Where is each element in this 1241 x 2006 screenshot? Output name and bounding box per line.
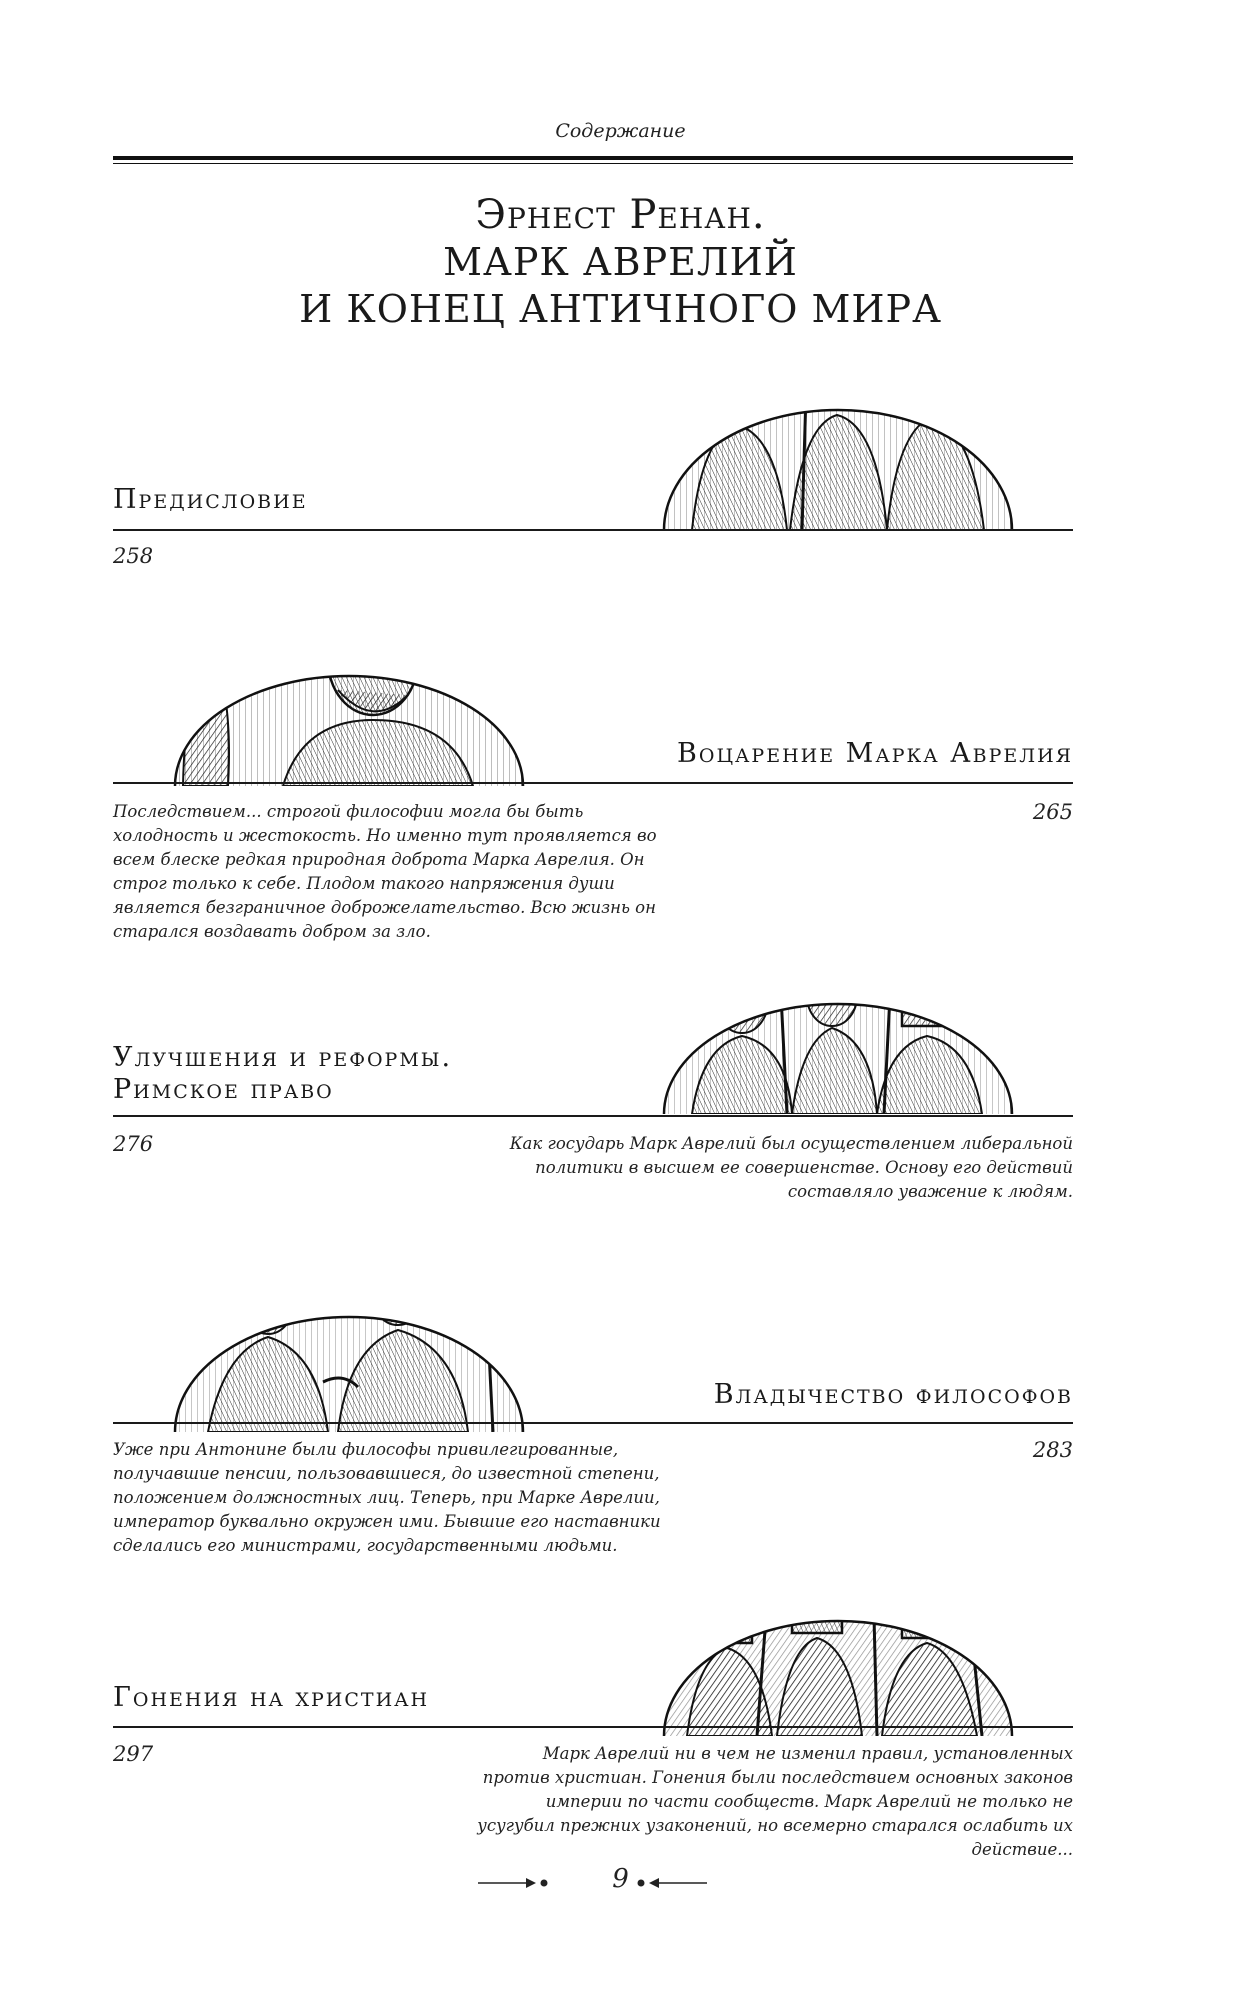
running-head: Содержание: [555, 120, 686, 142]
page-number: 265: [1032, 800, 1073, 824]
footer-page-number: 9: [612, 1864, 629, 1894]
section-description: Последствием... строгой философии могла бы быть холодность и жестокость. Но именно тут проявляется во всем блеске редкая природная доброта Марка Аврелия. Он строг только к себе. Плодом такого напряжения души является безграничное доброжелательство. Всю жизнь он старался воздавать добром за зло.: [113, 802, 657, 941]
page-number: 258: [113, 544, 154, 568]
footer-ornament-right-icon: [632, 1876, 707, 1890]
section-title: Гонения на христиан: [113, 1682, 430, 1713]
section-title-line-2: Римское право: [113, 1074, 334, 1105]
title-author: Эрнест Ренан.: [475, 192, 766, 238]
section-title: Воцарение Марка Аврелия: [677, 738, 1073, 769]
section-rule: [113, 1726, 1073, 1728]
section-rule: [113, 782, 1073, 784]
section-rule: [113, 1422, 1073, 1424]
page-number: 283: [1032, 1438, 1073, 1462]
engraving-soldiers-and-elders-icon: [662, 916, 1014, 1114]
title-line-2: МАРК АВРЕЛИЙ: [443, 240, 798, 284]
section-description: Как государь Марк Аврелий был осуществлением либеральной политики в высшем ее совершенстве. Основу его действий составляло уважение к людям.: [509, 1134, 1073, 1201]
section-title: Улучшения и реформы.: [113, 1042, 453, 1073]
engraving-marcus-aurelius-bust-icon: [173, 590, 525, 786]
book-title: [0, 192, 1241, 333]
section-title: Владычество философов: [713, 1379, 1073, 1410]
engraving-greeting-figures-icon: [173, 1232, 525, 1432]
page-number: 297: [113, 1742, 154, 1766]
section-title: Предисловие: [113, 484, 308, 515]
engraving-three-philosophers-icon: [662, 325, 1014, 530]
section-description: Уже при Антонине были философы привилегированные, получавшие пенсии, пользовавшиеся, до известной степени, положением должностных лиц. Теперь, при Марке Аврелии, император буквально окружен ими. Бывшие его наставники сделались его министрами, государственными людьми.: [113, 1440, 661, 1555]
section-description: Марк Аврелий ни в чем не изменил правил, установленных против христиан. Гонения были последствием основных законов империи по части сообществ. Марк Аврелий не только не усугубил прежних узаконений, но всемерно старался ослабить их действие...: [477, 1744, 1073, 1859]
section-rule: [113, 529, 1073, 531]
section-rule: [113, 1115, 1073, 1117]
engraving-roman-legionaries-icon: [662, 1538, 1014, 1736]
title-line-3: И КОНЕЦ АНТИЧНОГО МИРА: [299, 287, 942, 331]
header-rule-thin: [113, 163, 1073, 164]
page-number: 276: [113, 1132, 154, 1156]
header-rule-thick: [113, 156, 1073, 160]
